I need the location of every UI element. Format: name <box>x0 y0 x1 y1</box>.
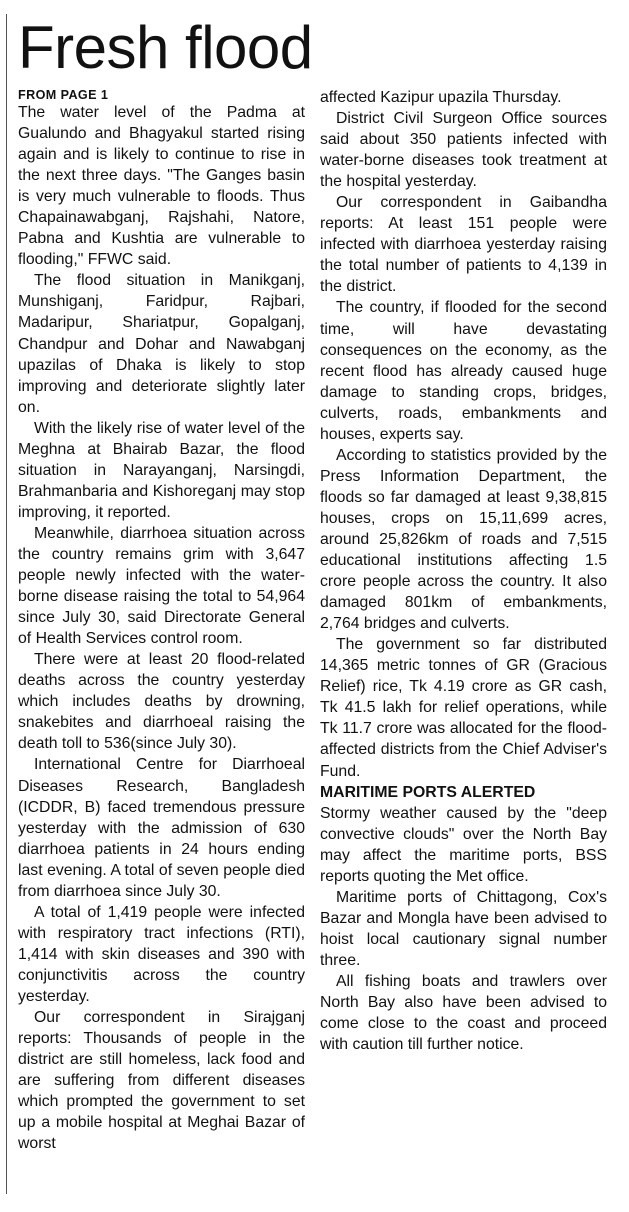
paragraph: There were at least 20 flood-related deaths across the country yesterday which includes deaths by drowning, snakebites and diarrhoeal raising the death toll to 536(since July 30). <box>18 651 305 753</box>
paragraph: affected Kazipur upazila Thursday. <box>320 89 562 106</box>
paragraph: According to statistics provided by the Press Information Department, the floods so far damaged at least 9,38,815 houses, crops on 15,11,699 acres, around 25,826km of roads and 7,515 educational institutions affecting 1.5 crore people across the country. It also damaged 801km of embankments, 2,764 bridges and culverts. <box>320 446 607 633</box>
paragraph: Our correspondent in Sirajganj reports: Thousands of people in the district are still homeless, lack food and are suffering from different diseases which prompted the government to set up a mobile hospital at Meghai Bazar of worst <box>18 1009 305 1153</box>
paragraph: The flood situation in Manikganj, Munshiganj, Faridpur, Rajbari, Madaripur, Shariatpur, Gopalganj, Chandpur and Dohar and Nawabganj upazilas of Dhaka is likely to stop improving and deteriorate slightly later on. <box>18 272 305 416</box>
paragraph: All fishing boats and trawlers over North Bay also have been advised to come close to the coast and proceed with caution till further notice. <box>320 972 607 1054</box>
paragraph: Stormy weather caused by the "deep convective clouds" over the North Bay may affect the maritime ports, BSS reports quoting the Met office. <box>320 804 607 885</box>
paragraph: With the likely rise of water level of the Meghna at Bhairab Bazar, the flood situation in Narayanganj, Narsingdi, Brahmanbaria and Kishoreganj may stop improving, it reported. <box>18 419 305 521</box>
paragraph: The country, if flooded for the second time, will have devastating consequences on the economy, as the recent flood has already caused huge damage to standing crops, bridges, culverts, roads, embankments and houses, experts say. <box>320 299 607 443</box>
paragraph: The government so far distributed 14,365 metric tonnes of GR (Gracious Relief) rice, Tk 4.19 crore as GR cash, Tk 41.5 lakh for relief operations, while Tk 11.7 crore was allocated for the flood-affected districts from the Chief Adviser's Fund. <box>320 636 607 780</box>
kicker: FROM PAGE 1 <box>18 88 109 102</box>
paragraph: The water level of the Padma at Gualundo and Bhagyakul started rising again and is likely to continue to rise in the next three days. "The Ganges basin is very much vulnerable to floods. Thus Chapainawabganj, Rajshahi, Natore, Pabna and Kushtia are vulnerable to flooding," FFWC said. <box>18 104 305 269</box>
paragraph: Meanwhile, diarrhoea situation across the country remains grim with 3,647 people newly infected with the water-borne disease raising the total to 54,964 since July 30, said Directorate General of Health Services control room. <box>18 524 305 648</box>
paragraph: International Centre for Diarrhoeal Diseases Research, Bangladesh (ICDDR, B) faced tremendous pressure yesterday with the admission of 630 diarrhoea patients in 24 hours ending last evening. A total of seven people died from diarrhoea since July 30. <box>18 756 305 900</box>
headline: Fresh flood <box>18 14 313 81</box>
article-column-left <box>18 87 305 1154</box>
paragraph: District Civil Surgeon Office sources said about 350 patients infected with water-borne diseases took treatment at the hospital yesterday. <box>320 110 607 191</box>
paragraph: A total of 1,419 people were infected with respiratory tract infections (RTI), 1,414 with skin diseases and 390 with conjunctivitis across the country yesterday. <box>18 903 305 1005</box>
paragraph: Our correspondent in Gaibandha reports: At least 151 people were infected with diarrhoea yesterday raising the total number of patients to 4,139 in the district. <box>320 194 607 296</box>
paragraph: Maritime ports of Chittagong, Cox's Bazar and Mongla have been advised to hoist local cautionary signal number three. <box>320 888 607 969</box>
article-column-right <box>320 87 607 1055</box>
column-rule <box>6 14 7 1194</box>
section-subhead: MARITIME PORTS ALERTED <box>320 783 536 801</box>
